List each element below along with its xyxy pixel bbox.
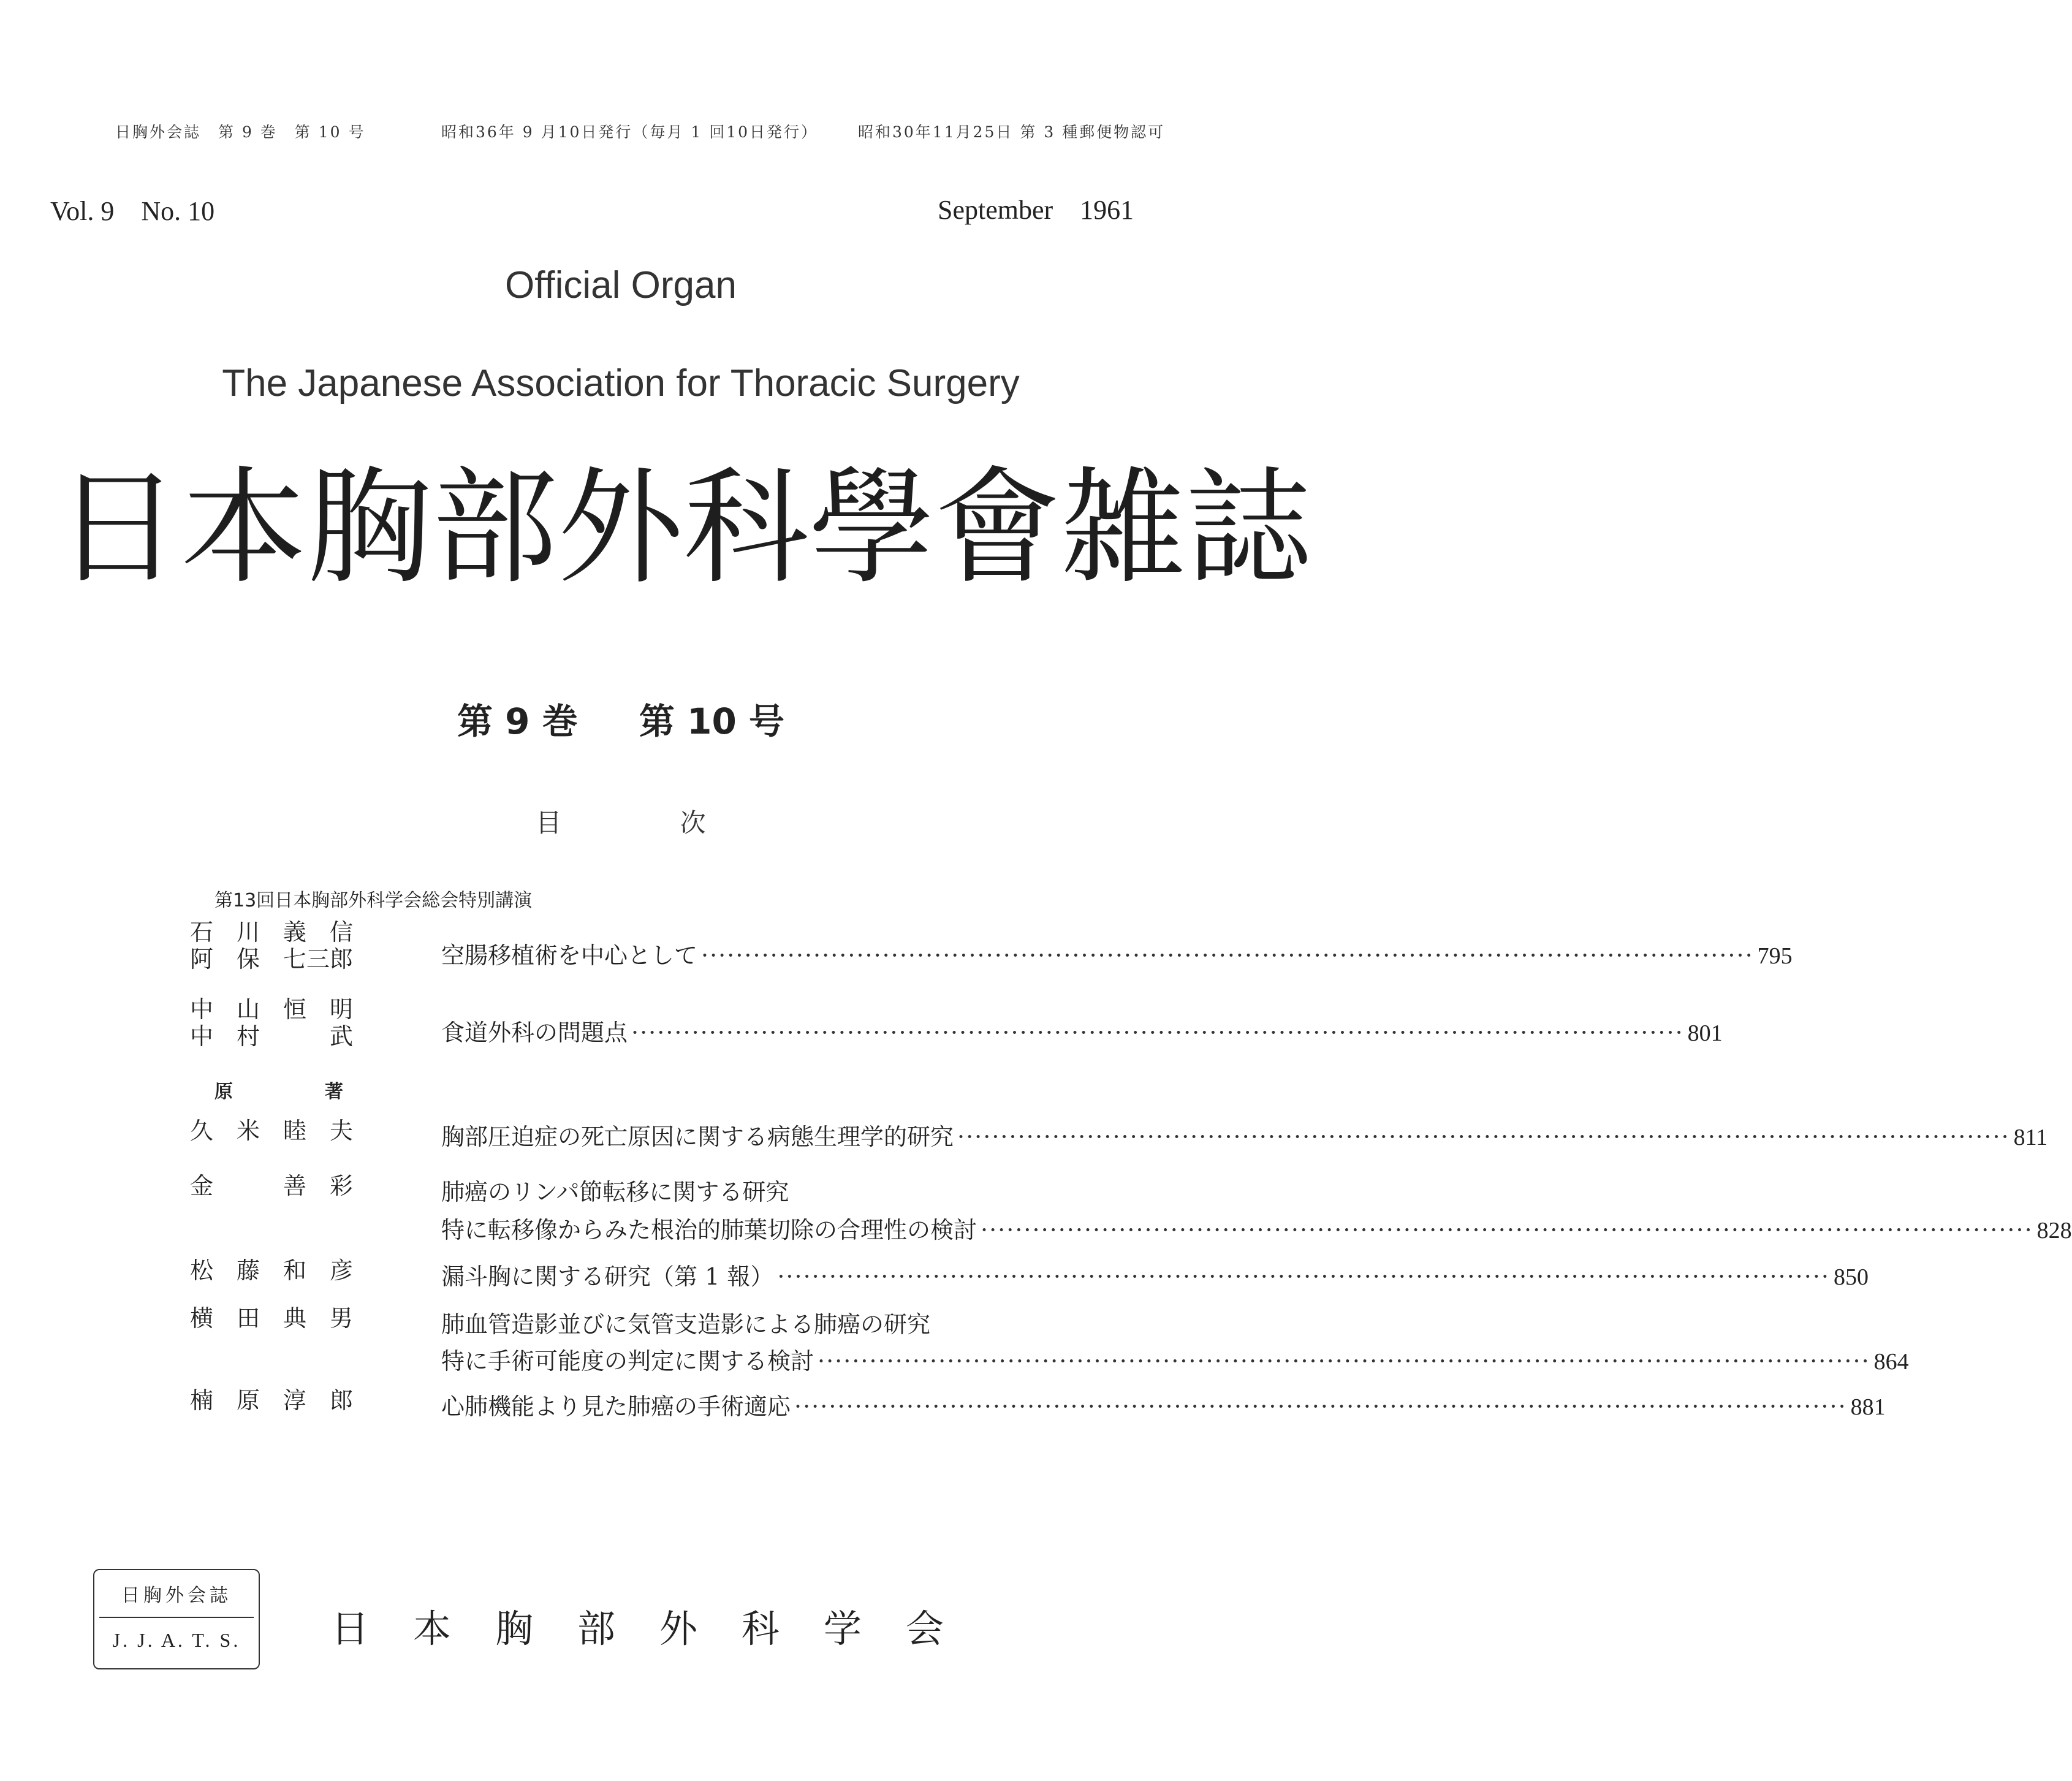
page-number: 881 [1850,1394,1886,1420]
leader-dots [818,1348,1870,1375]
official-organ: Official Organ [505,264,737,306]
publisher-char: 科 [741,1606,780,1651]
page-number: 811 [2013,1125,2048,1150]
stamp-divider [99,1617,254,1618]
section-char: 著 [325,1081,343,1103]
toc-entry-864[interactable] [441,1342,1909,1376]
entry-authors [190,1305,398,1332]
volume-issue-jp [0,693,1242,744]
entry-authors [190,1118,398,1145]
publisher-char: 会 [905,1606,944,1651]
issue-jp: 第 10 号 [639,701,785,742]
page-number: 828 [2036,1218,2072,1244]
entry-title-main[interactable]: 肺癌のリンパ節転移に関する研究 [441,1179,789,1206]
leader-dots [957,1123,2010,1150]
leader-dots [631,1019,1684,1046]
publisher-char: 胸 [495,1606,533,1651]
page-number: 801 [1687,1020,1723,1046]
contents-heading-char: 次 [680,808,706,838]
title-char: 科 [683,455,809,601]
volume-jp: 第 9 巻 [457,701,578,742]
entry-subtitle: 特に転移像からみた根治的肺葉切除の合理性の検討 [441,1217,977,1244]
toc-entry-881[interactable] [441,1388,1886,1421]
journal-abbrev-stamp [93,1569,260,1669]
volume-number: Vol. 9 No. 10 [50,196,215,226]
journal-title [55,455,1311,601]
author-name: 石 川 義 信 [190,919,354,946]
publication-date: September 1961 [938,195,1134,225]
stamp-jp-abbrev: 日胸外会誌 [121,1585,232,1606]
toc-entry-795[interactable] [441,936,1793,970]
entry-title: 空腸移植術を中心として [441,942,698,969]
header-journal-abbrev: 日胸外会誌 第 9 巻 第 10 号 [115,123,366,141]
title-char: 部 [432,455,558,601]
entry-title: 食道外科の問題点 [441,1019,628,1046]
title-char: 胸 [306,455,432,601]
section-original-articles [214,1076,343,1103]
entry-authors [190,1258,398,1285]
contents-heading [0,803,1242,840]
author-name: 楠 原 淳 郎 [190,1387,354,1414]
entry-authors [190,1388,398,1415]
author-name: 久 米 睦 夫 [190,1117,354,1144]
entry-title: 心肺機能より見た肺癌の手術適応 [441,1393,791,1420]
author-name: 松 藤 和 彦 [190,1257,354,1284]
leader-dots [981,1217,2033,1244]
title-char: 外 [558,455,683,601]
title-char: 雑 [1060,455,1186,601]
entry-title: 漏斗胸に関する研究（第 1 報） [441,1263,774,1290]
publisher-name [331,1598,944,1653]
leader-dots [701,942,1754,969]
toc-entry-811[interactable] [441,1118,2048,1152]
author-name: 横 田 典 男 [190,1305,354,1332]
section-char: 原 [214,1081,233,1103]
toc-entry-801[interactable] [441,1014,1723,1047]
header-postal-permit: 昭和30年11月25日 第 3 種郵便物認可 [858,123,1166,141]
title-char: 日 [55,455,181,601]
author-name: 中 村 武 [190,1022,354,1050]
entry-title: 胸部圧迫症の死亡原因に関する病態生理学的研究 [441,1123,954,1150]
title-char: 誌 [1186,455,1311,601]
entry-authors [190,997,398,1050]
toc-entry-828[interactable] [441,1211,2072,1245]
section-special-lecture: 第13回日本胸部外科学会総会特別講演 [214,890,533,911]
entry-authors [190,919,398,973]
publisher-char: 部 [577,1606,615,1651]
author-name: 阿 保 七三郎 [190,945,354,973]
title-char: 學 [809,455,935,601]
association-name-english: The Japanese Association for Thoracic Surgery [222,362,1020,404]
entry-authors [190,1173,398,1200]
leader-dots [777,1263,1830,1290]
toc-entry-850[interactable] [441,1258,1869,1291]
title-char: 本 [181,455,306,601]
header-issue-date: 昭和36年 9 月10日発行（毎月 1 回10日発行） [441,123,819,141]
title-char: 會 [935,455,1060,601]
publisher-char: 日 [331,1606,370,1651]
entry-title-main[interactable]: 肺血管造影並びに気管支造影による肺癌の研究 [441,1311,931,1338]
publisher-char: 学 [823,1606,862,1651]
stamp-en-abbrev: J. J. A. T. S. [112,1629,241,1651]
page-number: 795 [1757,943,1793,969]
author-name: 中 山 恒 明 [190,996,354,1023]
publisher-char: 本 [412,1606,451,1651]
contents-heading-char: 目 [536,808,562,838]
publisher-char: 外 [659,1606,697,1651]
page-number: 864 [1873,1349,1909,1375]
leader-dots [794,1393,1847,1420]
page-number: 850 [1834,1264,1869,1290]
author-name: 金 善 彩 [190,1172,354,1199]
entry-subtitle: 特に手術可能度の判定に関する検討 [441,1348,814,1375]
